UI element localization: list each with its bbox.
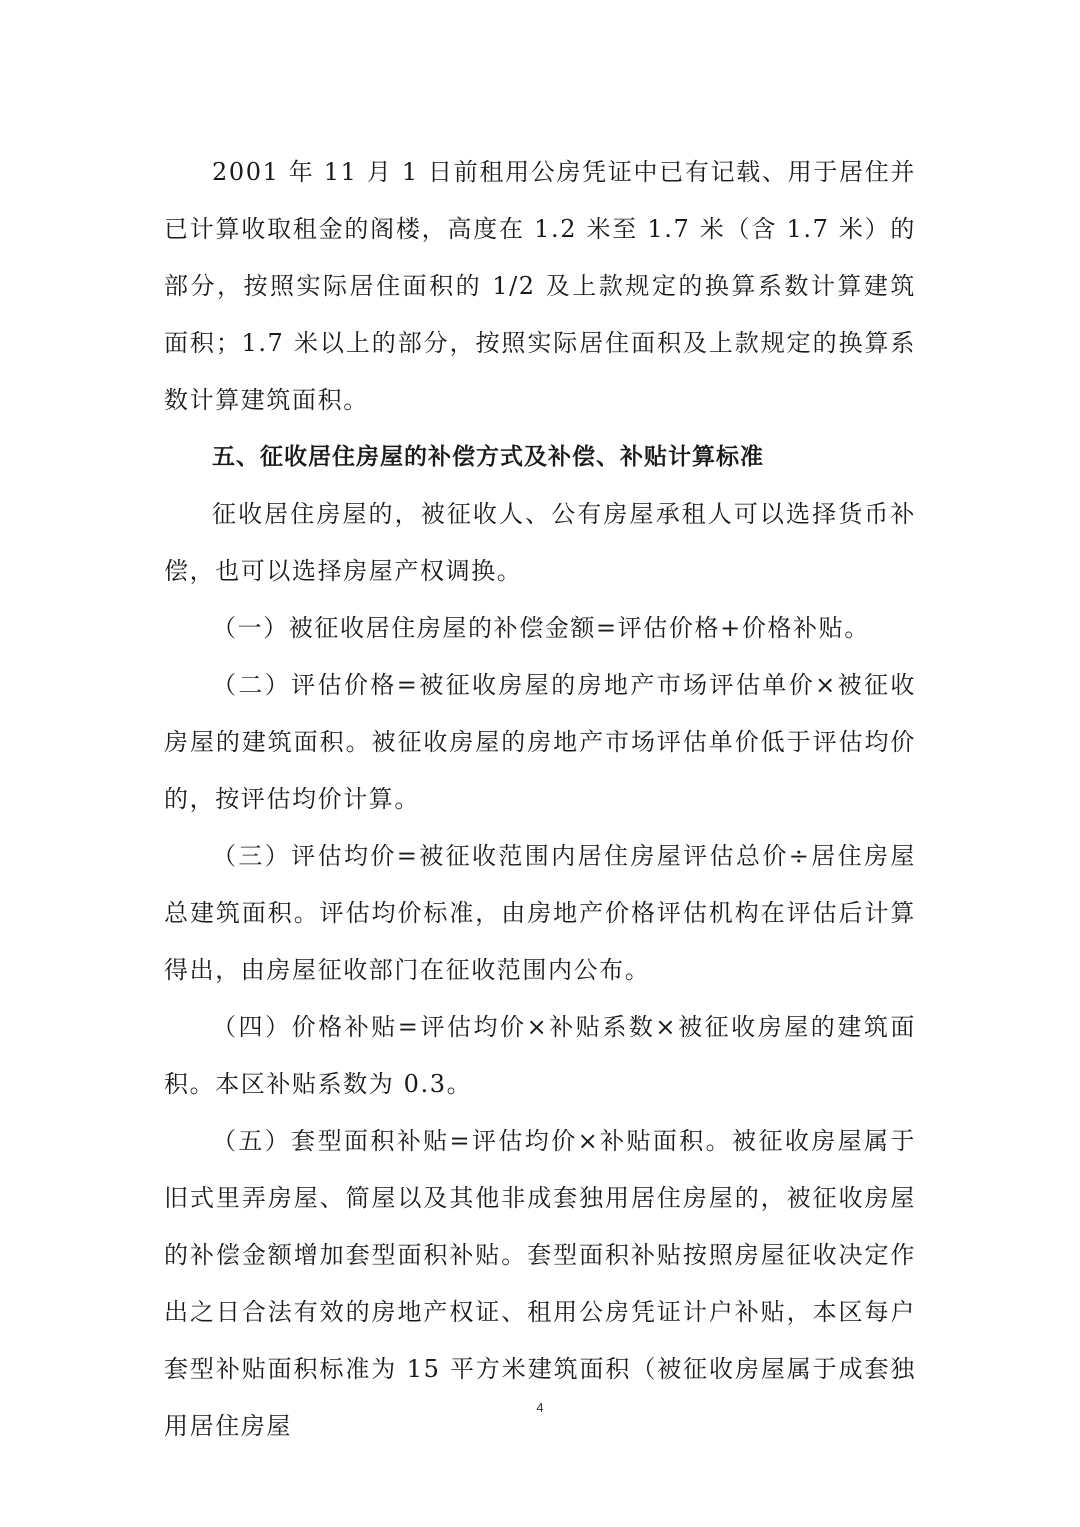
- paragraph-attic-area: 2001 年 11 月 1 日前租用公房凭证中已有记载、用于居住并已计算收取租金的阁楼，高度在 1.2 米至 1.7 米（含 1.7 米）的部分，按照实际居住面积的 1/2 及上款规定的换算系数计算建筑面积；1.7 米以上的部分，按照实际居住面积及上款规定的换算系数计算建筑面积。: [164, 158, 916, 414]
- page-number: 4: [536, 1400, 544, 1415]
- paragraph-item-2: （二）评估价格=被征收房屋的房地产市场评估单价×被征收房屋的建筑面积。被征收房屋的房地产市场评估单价低于评估均价的，按评估均价计算。: [164, 671, 916, 813]
- paragraph-compensation-choice: 征收居住房屋的，被征收人、公有房屋承租人可以选择货币补偿，也可以选择房屋产权调换。: [164, 500, 916, 585]
- paragraph-item-3: （三）评估均价=被征收范围内居住房屋评估总价÷居住房屋总建筑面积。评估均价标准，由房地产价格评估机构在评估后计算得出，由房屋征收部门在征收范围内公布。: [164, 842, 916, 984]
- paragraph-item-1: （一）被征收居住房屋的补偿金额=评估价格+价格补贴。: [212, 614, 870, 642]
- paragraph-item-4: （四）价格补贴=评估均价×补贴系数×被征收房屋的建筑面积。本区补贴系数为 0.3。: [164, 1013, 916, 1098]
- paragraph-item-5: （五）套型面积补贴=评估均价×补贴面积。被征收房屋属于旧式里弄房屋、简屋以及其他非成套独用居住房屋的，被征收房屋的补偿金额增加套型面积补贴。套型面积补贴按照房屋征收决定作出之日合法有效的房地产权证、租用公房凭证计户补贴，本区每户套型补贴面积标准为 15 平方米建筑面积（被征收房屋属于成套独用居住房屋: [164, 1127, 916, 1440]
- document-body: [164, 144, 916, 1455]
- section-heading: 五、征收居住房屋的补偿方式及补偿、补贴计算标准: [212, 444, 764, 470]
